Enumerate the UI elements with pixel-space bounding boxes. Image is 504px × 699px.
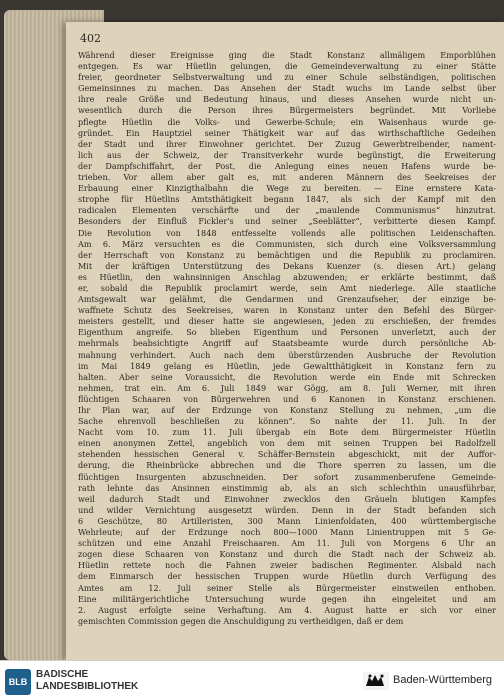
text-line: weil dadurch Stadt und Einwohner zwecklos den Gräueln blutigen Kampfes [78,493,496,504]
text-line: er, sobald die Republik proclamirt werde, sein Amt niederlege. Alle staatliche [78,282,496,293]
text-line: mehrmals beabsichtigte Angriff auf Staatsbeamte wurde durch persönliche Ab- [78,338,496,349]
text-line: Die Revolution von 1848 entfesselte vollends alle politischen Leidenschaften. [78,227,496,238]
text-line: freier, geordneter Selbstverwaltung und zu einer Schule selbständigen, politischen [78,72,496,83]
text-line: der Stadt und ihrer Einwohner gerichtet. Der Zuzug Gewerbtreibender, nament- [78,138,496,149]
text-line: pflegte Hüetlin die Volks- und Gewerbe-Schule; ein Waisenhaus wurde ge- [78,116,496,127]
text-line: meisters gestellt, und dieser hatte sie angewiesen, jeden zu erschießen, der fremdes [78,316,496,327]
page-number: 402 [80,32,101,45]
text-line: Erbauung einer Kinzigthalbahn die Wege zu bereiten. — Eine ernstere Kata- [78,183,496,194]
text-line: einen anonymen Zettel, angeblich von dem mit seinen Truppen bei Radolfzell [78,438,496,449]
text-line: im Mai 1849 gelang es Hüetlin, jede Gewaltthätigkeit in Konstanz fern zu [78,360,496,371]
text-line: dem Einmarsch der hessischen Truppen wurde Hüetlin durch Verfügung des [78,571,496,582]
library-name[interactable] [36,669,138,693]
text-line: Eine militärgerichtliche Untersuchung wurde gegen ihn eingeleitet und am [78,593,496,604]
text-line: trieben. Vor allem aber galt es, mit anderen Männern des Seekreises der [78,172,496,183]
text-line: 2. August erfolgte seine Verhaftung. Am 4. August hatte er sich vor einer [78,604,496,615]
text-line: radicalen Elementen verschärfte und der „maulende Communismus“ hinzutrat. [78,205,496,216]
text-line: halten. Aber seine Voraussicht, die Revolution werde ein Ende mit Schrecken [78,371,496,382]
text-line: mahnung verhindert. Auch nach dem überstürzenden Ausbruche der Revolution [78,349,496,360]
blb-logo[interactable]: BLB [5,669,31,695]
text-line: Ihr Plan war, auf der Erdzunge von Konstanz Stellung zu nehmen, „um die [78,405,496,415]
text-line: und wilder Vernichtung ausgesetzt würden. Denn in der Stadt befanden sich [78,504,496,515]
text-line: Wehrleute; auf der Erdzunge noch 800—1000 Mann Linientruppen mit 5 Ge- [78,527,496,538]
text-line: 6 Geschütze, 80 Artilleristen, 300 Mann Linienfoldaten, 400 württembergische [78,515,496,526]
text-line: entgegen. Es war Hüetlin gelungen, die Gemeindeverwaltung zu einer Stätte [78,61,496,72]
text-line: waffnete Schutz des Seekreises, waren in Konstanz unter den Befehl des Bürger- [78,305,496,316]
state-name[interactable]: Baden-Württemberg [393,674,493,686]
library-name-line1: BADISCHE [36,669,89,680]
text-line: Am 6. März versuchten es die Communisten, sich durch eine Volksversammlung [78,238,496,249]
text-line: nehmen, trat ein. Am 6. Juli 1849 war Gögg, am 8. Juli Werner, mit ihren [78,382,496,393]
text-line: Besonders der Einfluß Fickler's und seiner „Seeblätter“, verbitterte diesen Kampf. [78,216,496,227]
library-name-line2: LANDESBIBLIOTHEK [36,681,139,692]
text-line: Mit der kräftigen Unterstützung des Dekans Kuenzer (s. diesen Art.) gelang [78,260,496,271]
text-line: rath lehnte das Ansinnen einstimmig ab, als an sich schlechthin unausführbar, [78,482,496,493]
text-line: gründet. Ein Hauptziel seiner Thätigkeit war auf das wirthschaftliche Gedeihen [78,127,496,138]
text-line: ihre reale Größe und Bedeutung hinaus, und dieses Ansehen wurde nicht un- [78,94,496,105]
text-line: der Dampfschiffahrt, der Post, die Anlegung eines neuen Hafens wurde be- [78,160,496,171]
text-line: derung, die Rheinbrücke abbrechen und die Thore sperren zu lassen, um die [78,460,496,471]
text-line: Amtes am 12. Juli seiner Stelle als Bürgermeister einstweilen enthoben. [78,582,496,593]
text-line: Nacht vom 10. zum 11. Juli übergab ein Bote dem Bürgermeister Hüetlin [78,427,496,438]
text-line: Hüetlin rettete noch die Fahnen zweier badischen Regimenter. Alsbald nach [78,560,496,571]
text-line: zogen diese Schaaren von Konstanz und durch die Stadt nach der Schweiz ab. [78,549,496,560]
text-line: es Hüetlin, den wahnsinnigen Anschlag abzuwenden; er erklärte bestimmt, daß [78,271,496,282]
text-line: lich aus der Schweiz, der Transitverkehr wurde begünstigt, die Erweiterung [78,149,496,160]
text-line: schützen und eine Anzahl Freischaaren. Am 11. Juli von Morgens 6 Uhr an [78,538,496,549]
body-text [78,50,496,627]
text-line: Während dieser Ereignisse ging die Stadt Konstanz allmäligem Emporblühen [78,50,496,60]
footer-bar [0,660,504,699]
text-line: wesentlich durch die Person ihres Bürgermeisters begründet. Mit Vorliebe [78,105,496,116]
text-line: der Herrschaft von Konstanz zu bemächtigen und die Republik zu proclamiren. [78,249,496,260]
text-line: gemischten Commission gegen die Anschuldigung zu vertheidigen, daß er dem [78,615,404,626]
text-line: Amtsgewalt war gelähmt, die Gendarmen und Grenzaufseher, der einzige be- [78,294,496,305]
baden-wuerttemberg-lion-icon [363,672,389,690]
text-line: flüchtigen Schaaren von Bürgerwehren und 6 Kanonen in Konstanz erschienen. [78,393,496,404]
text-line: flüchtigen Insurgenten abzuschneiden. Der sofort zusammenberufene Gemeinde- [78,471,496,482]
text-line: stehenden hessischen General v. Schäffer-Bernstein abgeschickt, mit der Auffor- [78,449,496,460]
text-line: Sache ehrenvoll beschließen zu können“. So nahte der 11. Juli. In der [78,416,496,427]
text-line: Eigenthum angreife. So blieben Eigenthum und Personen unverletzt, auch der [78,327,496,338]
text-line: Gemeinsinnes zu machen. Das Ansehen der Stadt wuchs im Lande selbst über [78,83,496,94]
text-line: strophe für Hüetlins Amtsthätigkeit begann 1847, als sich der Kampf mit den [78,194,496,205]
